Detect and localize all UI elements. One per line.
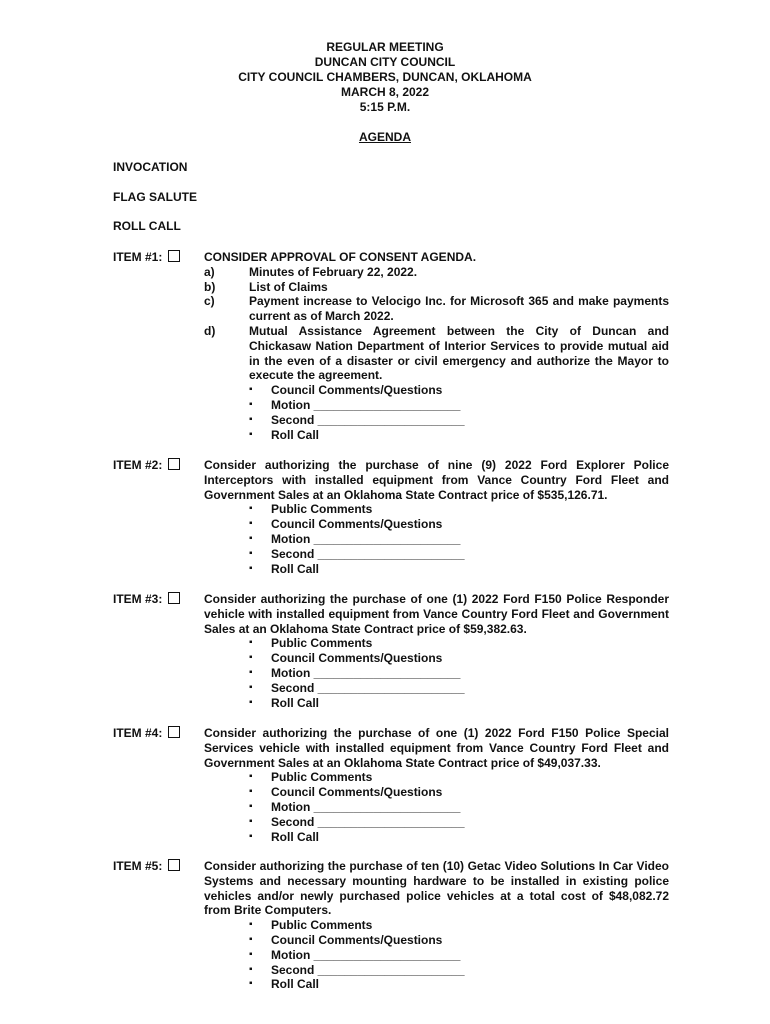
bullet-item: ▪ Second ______________________: [249, 547, 669, 562]
section-roll-call: ROLL CALL: [113, 219, 181, 233]
bullet-item: ▪ Council Comments/Questions: [249, 517, 669, 532]
item-label: ITEM #5:: [113, 859, 163, 873]
bullet-item: ▪ Second ______________________: [249, 413, 669, 428]
bullet-list: [249, 383, 669, 442]
item-text: Consider authorizing the purchase of one (1) 2022 Ford F150 Police Responder vehicle with installed equipment from Vance Country Ford Fleet and Government Sales at an Oklahoma State Contract price of $59,382.63.: [204, 592, 669, 636]
item-checkbox[interactable]: [168, 592, 180, 604]
item-body: [204, 726, 669, 844]
item-label: ITEM #4:: [113, 726, 163, 740]
subitem: [204, 294, 669, 324]
bullet-item: ▪ Roll Call: [249, 977, 669, 992]
bullet-item: ▪ Second ______________________: [249, 815, 669, 830]
item-label-wrapper: [113, 250, 180, 265]
meeting-time: 5:15 P.M.: [359, 100, 411, 114]
council-name: DUNCAN CITY COUNCIL: [314, 55, 456, 69]
bullet-item: ▪ Public Comments: [249, 502, 669, 517]
item-title: CONSIDER APPROVAL OF CONSENT AGENDA.: [204, 250, 477, 264]
item-label: ITEM #1:: [113, 250, 163, 264]
bullet-item: ▪ Council Comments/Questions: [249, 933, 669, 948]
item-label-wrapper: [113, 859, 180, 874]
subitem-text: List of Claims: [249, 279, 328, 294]
item-body: [204, 859, 669, 992]
subitem: [204, 280, 669, 295]
bullet-item: ▪ Public Comments: [249, 918, 669, 933]
item-checkbox[interactable]: [168, 458, 180, 470]
bullet-item: ▪ Roll Call: [249, 562, 669, 577]
item-text: Consider authorizing the purchase of ten (10) Getac Video Solutions In Car Video Systems and necessary mounting hardware to be installed in existing police vehicles and/or newly purchased police vehicles at a total cost of $48,082.72 from Brite Computers.: [204, 859, 669, 918]
item-text: Consider authorizing the purchase of one (1) 2022 Ford F150 Police Special Services vehicle with installed equipment from Vance Country Ford Fleet and Government Sales at an Oklahoma State Contract price of $49,037.33.: [204, 726, 669, 770]
bullet-item: ▪ Roll Call: [249, 696, 669, 711]
item-label: ITEM #3:: [113, 592, 163, 606]
subitem: [204, 265, 669, 280]
meeting-date: MARCH 8, 2022: [340, 85, 430, 99]
bullet-list: [249, 770, 669, 844]
subitem-letter: a): [204, 264, 215, 279]
bullet-list: [249, 918, 669, 992]
item-body: [204, 458, 669, 576]
bullet-item: ▪ Council Comments/Questions: [249, 651, 669, 666]
item-checkbox[interactable]: [168, 250, 180, 262]
item-label-wrapper: [113, 458, 180, 473]
section-flag-salute: FLAG SALUTE: [113, 190, 197, 204]
bullet-list: [249, 502, 669, 576]
subitem-letter: d): [204, 323, 216, 338]
item-label: ITEM #2:: [113, 458, 163, 472]
bullet-item: ▪ Roll Call: [249, 830, 669, 845]
bullet-item: ▪ Motion ______________________: [249, 666, 669, 681]
bullet-item: ▪ Council Comments/Questions: [249, 383, 669, 398]
bullet-item: ▪ Motion ______________________: [249, 532, 669, 547]
subitem-text: Payment increase to Velocigo Inc. for Microsoft 365 and make payments current as of March 2022.: [249, 294, 669, 324]
bullet-item: ▪ Second ______________________: [249, 963, 669, 978]
item-label-wrapper: [113, 592, 180, 607]
bullet-item: ▪ Motion ______________________: [249, 398, 669, 413]
meeting-type: REGULAR MEETING: [326, 40, 444, 54]
bullet-item: ▪ Motion ______________________: [249, 800, 669, 815]
bullet-item: ▪ Public Comments: [249, 636, 669, 651]
bullet-list: [249, 636, 669, 710]
subitem-letter: c): [204, 294, 215, 309]
bullet-item: ▪ Second ______________________: [249, 681, 669, 696]
bullet-item: ▪ Public Comments: [249, 770, 669, 785]
item-body: [204, 592, 669, 710]
meeting-header: [0, 40, 770, 115]
item-checkbox[interactable]: [168, 859, 180, 871]
item-body: [204, 250, 669, 442]
subitem-letter: b): [204, 279, 216, 294]
item-checkbox[interactable]: [168, 726, 180, 738]
bullet-item: ▪ Roll Call: [249, 428, 669, 443]
item-text: Consider authorizing the purchase of nine (9) 2022 Ford Explorer Police Interceptors with installed equipment from Vance Country Ford Fleet and Government Sales at an Oklahoma State Contract price of $535,126.71.: [204, 458, 669, 502]
subitem: [204, 324, 669, 383]
section-invocation: INVOCATION: [113, 160, 188, 174]
bullet-item: ▪ Council Comments/Questions: [249, 785, 669, 800]
subitem-text: Mutual Assistance Agreement between the City of Duncan and Chickasaw Nation Department of Interior Services to provide mutual aid in the even of a disaster or civil emergency and authorize the Mayor to execute the agreement.: [249, 323, 669, 383]
bullet-item: ▪ Motion ______________________: [249, 948, 669, 963]
meeting-location: CITY COUNCIL CHAMBERS, DUNCAN, OKLAHOMA: [238, 70, 532, 84]
agenda-title: AGENDA: [358, 130, 411, 144]
item-label-wrapper: [113, 726, 180, 741]
subitem-text: Minutes of February 22, 2022.: [249, 264, 418, 279]
